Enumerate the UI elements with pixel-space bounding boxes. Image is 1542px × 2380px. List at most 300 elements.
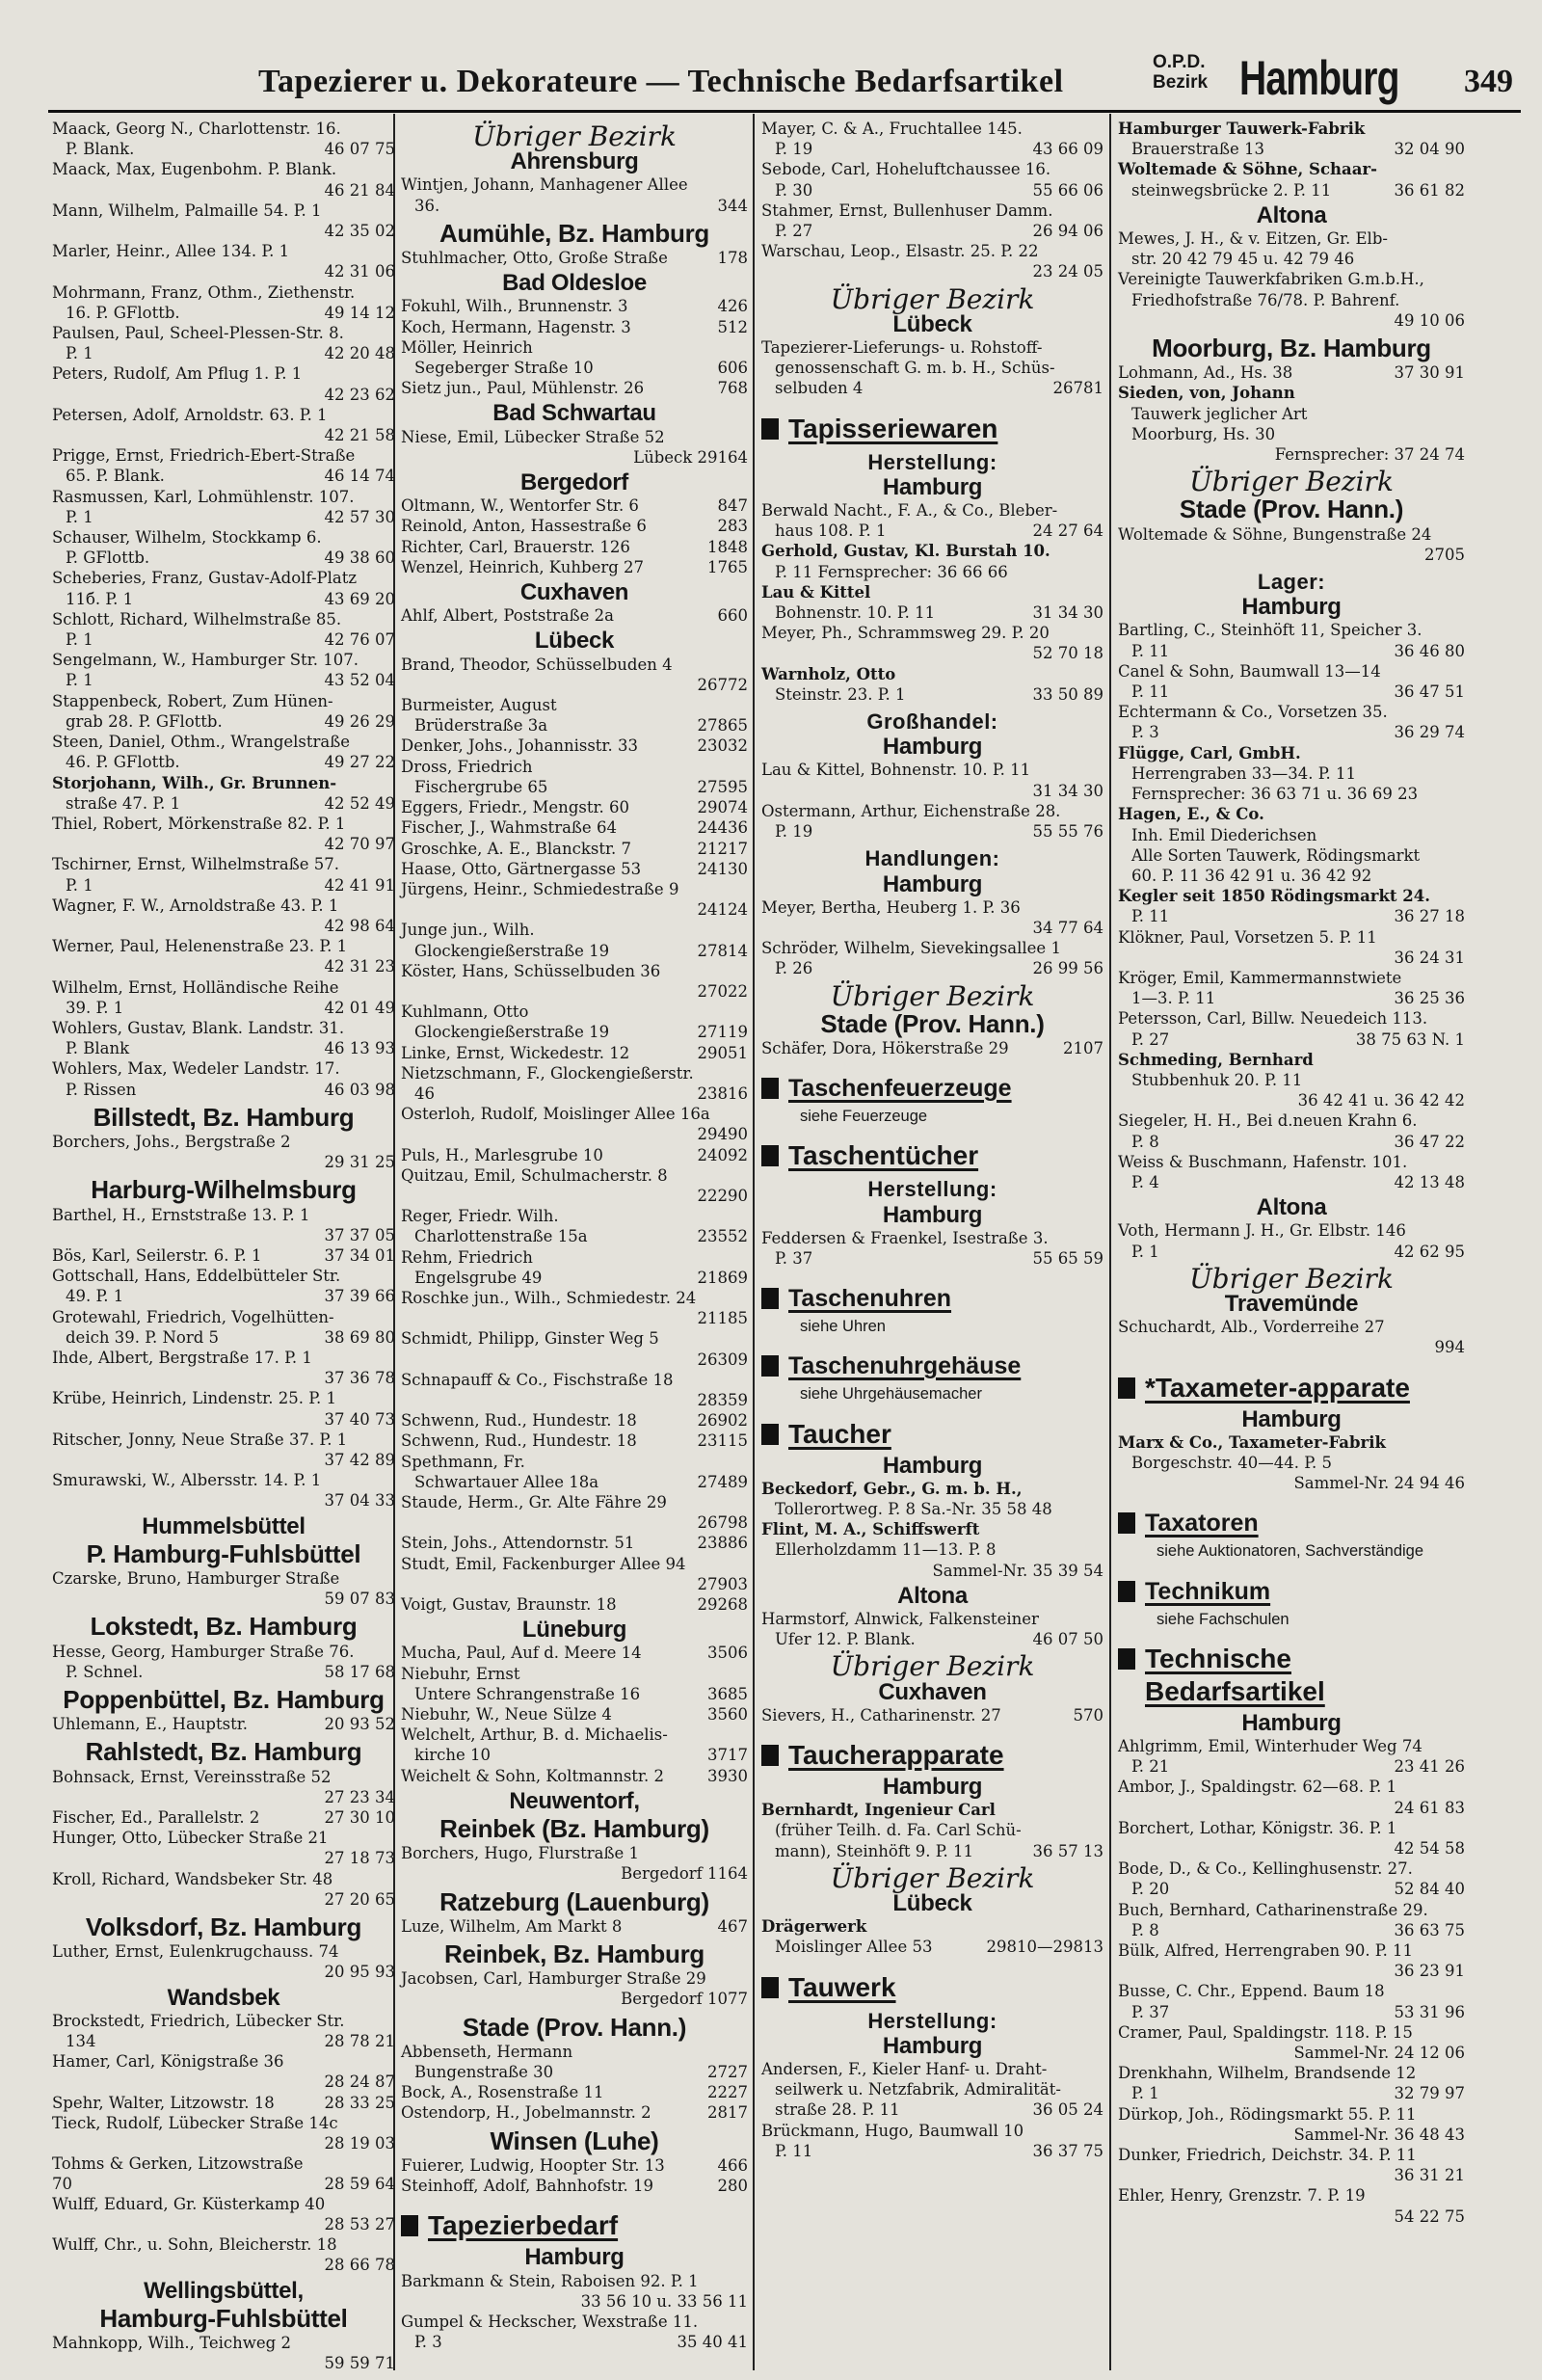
listing-phone: 52 70 18: [1032, 644, 1103, 663]
listing-row: [1118, 384, 1465, 403]
listing-name: Schäfer, Dora, Hökerstraße 29: [761, 1038, 1009, 1057]
listing-row: [52, 815, 395, 834]
listing-row: [52, 548, 395, 568]
listing-name: Feddersen & Fraenkel, Isestraße 3.: [761, 1228, 1049, 1247]
listing-phone: 36 24 31: [1394, 948, 1465, 967]
listing-row: [1118, 1799, 1465, 1818]
category-title: Taschenuhren: [788, 1285, 952, 1313]
listing-phone: 33 50 89: [1032, 684, 1103, 704]
listing-row: [401, 1746, 748, 1765]
listing-row: [52, 1890, 395, 1910]
listing-row: [761, 542, 1103, 561]
listing-phone: 42 01 49: [324, 998, 395, 1017]
listing-phone: Lübeck 29164: [633, 447, 748, 467]
place-heading: Reinbek (Bz. Hamburg): [439, 1814, 709, 1844]
listing-name: Hamburger Tauwerk-Fabrik: [1118, 120, 1366, 138]
listing-row: [52, 1491, 395, 1511]
listing-phone: 36 47 22: [1394, 1132, 1465, 1151]
listing-row: [761, 563, 1103, 582]
place-heading: Bad Oldesloe: [502, 270, 647, 297]
listing-name: Buch, Bernhard, Catharinenstraße 29.: [1118, 1900, 1428, 1919]
listing-phone: 512: [717, 317, 748, 336]
listing-name: Sebode, Carl, Hoheluftchaussee 16.: [761, 160, 1051, 179]
listing-name: Ahlgrimm, Emil, Winterhuder Weg 74: [1118, 1737, 1422, 1755]
listing-name: Barthel, H., Ernststraße 13. P. 1: [52, 1205, 310, 1224]
listing-name: Wagner, F. W., Arnoldstraße 43. P. 1: [52, 896, 339, 915]
listing-name: Puls, H., Marlesgrube 10: [401, 1145, 603, 1164]
listing-name: Borchers, Hugo, Flurstraße 1: [401, 1844, 640, 1863]
square-bullet-icon: [761, 418, 779, 440]
listing-phone: 29490: [697, 1125, 748, 1144]
place-heading: Cuxhaven: [878, 1678, 987, 1705]
listing-phone: 36 29 74: [1394, 723, 1465, 742]
listing-name: Ritscher, Jonny, Neue Straße 37. P. 1: [52, 1430, 348, 1449]
listing-row: [401, 2156, 748, 2176]
listing-phone: 46 07 75: [324, 140, 395, 159]
listing-row: [52, 2114, 395, 2133]
listing-row: [52, 1715, 395, 1734]
listing-name: P. Blank.: [66, 140, 135, 159]
listing-phone: 36 27 18: [1394, 907, 1465, 926]
listing-name: Reger, Friedr. Wilh.: [401, 1207, 559, 1226]
listing-phone: 42 21 58: [324, 426, 395, 445]
listing-name: Mayer, C. & A., Fruchtallee 145.: [761, 120, 1023, 138]
listing-row: [1118, 1757, 1465, 1777]
listing-row: [761, 1229, 1103, 1248]
category-title: Taucherapparate: [788, 1739, 1004, 1770]
listing-row: [401, 758, 748, 777]
listing-name: Borchers, Johs., Bergstraße 2: [52, 1132, 291, 1151]
listing-row: [1118, 525, 1465, 545]
listing-row: [52, 1267, 395, 1286]
listing-phone: 36 37 75: [1032, 2141, 1103, 2160]
listing-name: Stein, Johs., Attendornstr. 51: [401, 1534, 635, 1553]
listing-name: (früher Teilh. d. Fa. Carl Schü-: [775, 1821, 1022, 1840]
listing-phone: 28 53 27: [324, 2214, 395, 2233]
listing-row: [401, 1493, 748, 1512]
listing-phone: 32 04 90: [1394, 140, 1465, 159]
listing-row: [1118, 662, 1465, 682]
listing-row: [401, 2272, 748, 2291]
listing-phone: 59 59 71: [324, 2354, 395, 2373]
listing-name: Herrengraben 33—34. P. 11: [1131, 763, 1357, 783]
listing-phone: 2727: [707, 2063, 748, 2082]
place-heading: Hamburg: [882, 1452, 983, 1479]
listing-row: [401, 448, 748, 468]
listing-row: [401, 1146, 748, 1165]
listing-row: [761, 2142, 1103, 2161]
see-also-note: siehe Uhrgehäusemacher: [800, 1385, 982, 1404]
place-heading: Hamburg: [1241, 1405, 1342, 1432]
listing-row: [401, 2292, 748, 2312]
place-heading: Hamburg: [1241, 1709, 1342, 1736]
listing-name: Tohms & Gerken, Litzowstraße 70: [52, 2154, 304, 2193]
square-bullet-icon: [761, 1145, 779, 1166]
listing-name: Schwenn, Rud., Hundestr. 18: [401, 1411, 637, 1431]
listing-name: P. 11: [775, 2141, 813, 2160]
listing-name: P. 19: [775, 140, 813, 159]
listing-name: Brückmann, Hugo, Baumwall 10: [761, 2121, 1024, 2140]
listing-row: [52, 324, 395, 343]
listing-name: Lohmann, Ad., Hs. 38: [1118, 363, 1293, 383]
category-title: Tapisseriewaren: [788, 413, 998, 443]
listing-name: Dunker, Friedrich, Deichstr. 34. P. 11: [1118, 2146, 1417, 2165]
listing-name: Kegler seit 1850 Rödingsmarkt 24.: [1118, 887, 1430, 906]
listing-row: [401, 1207, 748, 1226]
listing-name: Meyer, Bertha, Heuberg 1. P. 36: [761, 897, 1021, 917]
listing-row: [401, 2043, 748, 2062]
place-heading: Hamburg: [1241, 594, 1342, 621]
place-heading: Hamburg: [882, 1201, 983, 1228]
place-heading: Aumühle, Bz. Hamburg: [439, 218, 709, 248]
listing-row: [52, 2012, 395, 2031]
listing-name: Berwald Nacht., F. A., & Co., Bleber-: [761, 501, 1058, 521]
listing-phone: 1765: [707, 557, 748, 576]
listing-phone: 466: [717, 2155, 748, 2175]
listing-phone: 29051: [697, 1043, 748, 1062]
listing-row: [401, 1044, 748, 1063]
listing-row: [401, 942, 748, 961]
column-divider: [1109, 114, 1111, 2370]
listing-row: [1118, 1221, 1465, 1241]
listing-row: [1118, 1880, 1465, 1899]
listing-phone: 3717: [707, 1746, 748, 1765]
listing-name: Schauser, Wilhelm, Stockkamp 6.: [52, 528, 322, 548]
square-bullet-icon: [761, 1355, 779, 1377]
listing-phone: 46 14 74: [324, 467, 395, 486]
place-heading: Lokstedt, Bz. Hamburg: [90, 1612, 358, 1642]
listing-row: [401, 818, 748, 838]
listing-name: Marx & Co., Taxameter-Fabrik: [1118, 1432, 1386, 1452]
listing-row: [761, 959, 1103, 978]
listing-name: Cramer, Paul, Spaldingstr. 118. P. 15: [1118, 2022, 1413, 2042]
listing-row: [52, 1663, 395, 1682]
category-heading: [761, 1072, 1103, 1105]
column-divider: [753, 114, 755, 2370]
listing-name: Osterloh, Rudolf, Moislinger Allee 16a: [401, 1105, 710, 1124]
listing-name: Fokuhl, Wilh., Brunnenstr. 3: [401, 297, 628, 316]
listing-row: [52, 1849, 395, 1868]
listing-name: Ambor, J., Spaldingstr. 62—68. P. 1: [1118, 1778, 1397, 1797]
listing-row: [52, 1328, 395, 1348]
district-heading: Übriger Bezirk: [830, 1650, 1035, 1683]
listing-row: [401, 1105, 748, 1124]
listing-name: Krübe, Heinrich, Lindenstr. 25. P. 1: [52, 1389, 336, 1408]
place-heading: Billstedt, Bz. Hamburg: [93, 1102, 355, 1132]
listing-phone: 426: [717, 297, 748, 316]
listing-row: [761, 802, 1103, 821]
listing-name: P. 1: [66, 630, 93, 650]
listing-name: Schröder, Wilhelm, Sievekingsallee 1: [761, 939, 1061, 958]
place-heading: Wandsbek: [167, 1984, 280, 2011]
listing-row: [401, 1166, 748, 1186]
listing-name: Ehler, Henry, Grenzstr. 7. P. 19: [1118, 2186, 1366, 2206]
listing-row: [1118, 764, 1465, 784]
listing-name: 1—3. P. 11: [1131, 989, 1216, 1008]
listing-row: [1118, 546, 1465, 565]
place-heading: Wellingsbüttel,: [144, 2277, 304, 2304]
listing-row: [52, 1039, 395, 1058]
listing-row: [52, 120, 395, 139]
listing-name: seilwerk u. Netzfabrik, Admiralität-: [775, 2080, 1061, 2099]
listing-phone: 37 30 91: [1394, 363, 1465, 383]
listing-phone: 28 24 87: [324, 2072, 395, 2092]
listing-row: [401, 1411, 748, 1431]
listing-name: Uhlemann, E., Hauptstr.: [52, 1715, 249, 1734]
listing-row: [52, 2235, 395, 2255]
listing-name: Voth, Hermann J. H., Gr. Elbstr. 146: [1118, 1221, 1406, 1241]
listing-row: [1118, 1962, 1465, 1981]
square-bullet-icon: [761, 1288, 779, 1309]
listing-row: [761, 160, 1103, 179]
listing-phone: 24 61 83: [1394, 1798, 1465, 1817]
listing-name: Moislinger Allee 53: [775, 1938, 933, 1957]
listing-row: [401, 1990, 748, 2009]
listing-name: Denker, Johs., Johannisstr. 33: [401, 736, 638, 756]
category-heading: [761, 1282, 1103, 1315]
listing-row: [401, 338, 748, 358]
place-heading: Lübeck: [534, 628, 615, 655]
listing-name: P. GFlottb.: [66, 548, 150, 568]
listing-name: Ostermann, Arthur, Eichenstraße 28.: [761, 801, 1061, 820]
subsection-heading: Großhandel:: [866, 709, 998, 735]
listing-row: [52, 181, 395, 201]
listing-row: [401, 197, 748, 216]
listing-phone: 467: [717, 1916, 748, 1936]
listing-name: Niebuhr, Ernst: [401, 1664, 520, 1683]
listing-row: [761, 262, 1103, 281]
listing-phone: 31 34 30: [1032, 781, 1103, 800]
listing-phone: 27 18 73: [324, 1849, 395, 1868]
listing-name: Lau & Kittel, Bohnenstr. 10. P. 11: [761, 761, 1031, 780]
listing-name: 46. P. GFlottb.: [66, 753, 180, 772]
listing-name: Schlott, Richard, Wilhelmstraße 85.: [52, 609, 342, 628]
listing-name: Schmidt, Philipp, Ginster Weg 5: [401, 1329, 659, 1349]
listing-phone: 27595: [697, 777, 748, 796]
listing-name: straße 47. P. 1: [66, 793, 181, 813]
listing-name: P. 1: [66, 507, 93, 526]
listing-row: [401, 2063, 748, 2082]
listing-row: [52, 1308, 395, 1327]
listing-name: Sievers, H., Catharinenstr. 27: [761, 1705, 1001, 1725]
listing-name: P. 4: [1131, 1172, 1159, 1191]
listing-phone: 29 31 25: [324, 1153, 395, 1172]
listing-row: [401, 1644, 748, 1663]
listing-phone: 36 63 75: [1394, 1920, 1465, 1939]
listing-phone: 46 03 98: [324, 1080, 395, 1099]
listing-row: [1118, 1243, 1465, 1262]
listing-row: [1118, 1318, 1465, 1337]
place-heading: Hamburg: [882, 734, 983, 761]
listing-phone: 46 07 50: [1032, 1630, 1103, 1649]
listing-name: Steen, Daniel, Othm., Wrangelstraße: [52, 733, 351, 752]
listing-row: [52, 1081, 395, 1100]
place-heading: Ratzeburg (Lauenburg): [439, 1886, 709, 1916]
listing-row: [761, 501, 1103, 521]
listing-row: [52, 590, 395, 609]
listing-phone: 27022: [697, 981, 748, 1001]
listing-row: [52, 1153, 395, 1172]
listing-row: [1118, 250, 1465, 269]
listing-row: [761, 919, 1103, 938]
listing-row: [761, 1562, 1103, 1581]
subsection-heading: Handlungen:: [864, 846, 1000, 871]
listing-name: Roschke jun., Wilh., Schmiedestr. 24: [401, 1288, 697, 1307]
category-title: Taucher: [788, 1418, 891, 1449]
listing-name: Bartling, C., Steinhöft 11, Speicher 3.: [1118, 621, 1422, 640]
listing-name: Bock, A., Rosenstraße 11: [401, 2083, 604, 2102]
place-heading: Hamburg: [882, 473, 983, 500]
listing-row: [401, 1227, 748, 1246]
listing-name: Borgeschstr. 40—44. P. 5: [1131, 1453, 1332, 1472]
listing-phone: 3560: [707, 1705, 748, 1725]
listing-row: [1118, 949, 1465, 968]
listing-phone: 37 42 89: [324, 1451, 395, 1469]
category-title: Taxatoren: [1145, 1510, 1259, 1538]
listing-row: [52, 876, 395, 896]
listing-name: Gottschall, Hans, Eddelbütteler Str.: [52, 1267, 341, 1286]
place-heading: Stade (Prov. Hann.): [820, 1008, 1045, 1038]
listing-name: Haase, Otto, Gärtnergasse 53: [401, 859, 642, 878]
category-heading: [761, 1139, 1103, 1172]
listing-phone: 23032: [697, 736, 748, 756]
listing-row: [52, 304, 395, 323]
listing-row: [401, 1084, 748, 1104]
listing-row: [1118, 867, 1465, 886]
place-heading: Stade (Prov. Hann.): [1179, 495, 1404, 524]
listing-row: [1118, 682, 1465, 702]
listing-name: Flint, M. A., Schiffswerft: [761, 1520, 980, 1539]
district-heading: Übriger Bezirk: [1189, 1262, 1394, 1295]
page-header: [48, 50, 1515, 103]
listing-phone: 27903: [697, 1574, 748, 1593]
listing-row: [401, 962, 748, 981]
place-heading: Cuxhaven: [519, 579, 629, 606]
listing-row: [52, 1643, 395, 1662]
listing-name: Staude, Herm., Gr. Alte Fähre 29: [401, 1493, 667, 1511]
listing-row: [761, 898, 1103, 918]
place-heading: Travemünde: [1224, 1290, 1359, 1317]
listing-name: P. 1: [1131, 1242, 1159, 1261]
listing-row: [401, 676, 748, 695]
listing-row: [52, 1019, 395, 1038]
listing-row: [52, 835, 395, 854]
place-heading: Rahlstedt, Bz. Hamburg: [85, 1737, 362, 1767]
listing-name: Ufer 12. P. Blank.: [775, 1630, 916, 1649]
city-title: Hamburg: [1239, 51, 1399, 105]
listing-name: Vereinigte Tauwerkfabriken G.m.b.H.,: [1118, 270, 1424, 289]
listing-name: Jürgens, Heinr., Schmiedestraße 9: [401, 879, 679, 898]
listing-name: 11б. P. 1: [66, 589, 134, 608]
listing-row: [52, 1226, 395, 1245]
listing-row: [1118, 1009, 1465, 1029]
listing-name: Meyer, Ph., Schrammsweg 29. P. 20: [761, 624, 1050, 643]
listing-phone: 26772: [697, 675, 748, 694]
place-heading: Lübeck: [892, 310, 972, 337]
listing-row: [52, 957, 395, 976]
square-bullet-icon: [761, 1424, 779, 1445]
listing-name: P. 1: [66, 875, 93, 895]
listing-row: [761, 1480, 1103, 1499]
listing-row: [761, 181, 1103, 201]
place-heading: P. Hamburg-Fuhlsbüttel: [86, 1538, 361, 1568]
square-bullet-icon: [761, 1745, 779, 1766]
listing-row: [1118, 1111, 1465, 1131]
listing-phone: 28 19 03: [324, 2134, 395, 2153]
column-1: [52, 120, 395, 2373]
listing-row: [52, 2215, 395, 2234]
listing-phone: 26309: [697, 1350, 748, 1369]
listing-name: Segeberger Straße 10: [414, 359, 594, 378]
listing-name: Rehm, Friedrich: [401, 1247, 533, 1267]
listing-row: [52, 528, 395, 548]
listing-phone: 2107: [1063, 1038, 1103, 1057]
listing-name: mann), Steinhöft 9. P. 11: [775, 1841, 974, 1860]
listing-name: P. 37: [775, 1248, 813, 1268]
place-heading: Hummelsbüttel: [142, 1512, 306, 1539]
category-title: Tapezierbedarf: [428, 2210, 619, 2241]
listing-name: Oltmann, W., Wentorfer Str. 6: [401, 496, 639, 516]
listing-row: [52, 426, 395, 445]
listing-row: [401, 1453, 748, 1472]
listing-row: [52, 2032, 395, 2051]
listing-name: Abbenseth, Hermann: [401, 2042, 573, 2061]
listing-row: [1118, 1982, 1465, 2001]
listing-row: [401, 1269, 748, 1288]
listing-name: Steinstr. 23. P. 1: [775, 684, 906, 704]
listing-phone: 42 57 30: [324, 507, 395, 526]
listing-row: [401, 359, 748, 378]
listing-name: Petersson, Carl, Billw. Neuedeich 113.: [1118, 1009, 1428, 1029]
listing-name: Weiss & Buschmann, Hafenstr. 101.: [1118, 1152, 1408, 1171]
listing-row: [52, 1246, 395, 1266]
listing-name: Scheberies, Franz, Gustav-Adolf-Platz: [52, 569, 358, 588]
listing-name: Wohlers, Max, Wedeler Landstr. 17.: [52, 1059, 340, 1079]
listing-row: [761, 1842, 1103, 1861]
listing-name: Köster, Hans, Schüsselbuden 36: [401, 961, 661, 980]
listing-name: Harmstorf, Alnwick, Falkensteiner: [761, 1609, 1039, 1628]
listing-row: [52, 610, 395, 629]
listing-name: Brüderstraße 3a: [414, 716, 548, 735]
listing-name: P. 11: [1131, 682, 1170, 702]
listing-row: [761, 1520, 1103, 1539]
listing-row: [761, 1801, 1103, 1820]
place-heading: Altona: [1256, 201, 1327, 228]
listing-row: [401, 900, 748, 920]
listing-name: Paulsen, Paul, Scheel-Plessen-Str. 8.: [52, 324, 344, 343]
listing-row: [52, 2195, 395, 2214]
listing-phone: 37 36 78: [324, 1369, 395, 1388]
listing-row: [1118, 826, 1465, 845]
listing-name: P. 27: [1131, 1030, 1170, 1049]
listing-row: [1118, 311, 1465, 331]
listing-row: [401, 1309, 748, 1328]
listing-name: Lau & Kittel: [761, 582, 871, 602]
listing-name: Mohrmann, Franz, Othm., Ziethenstr.: [52, 282, 356, 302]
listing-row: [401, 1864, 748, 1884]
listing-row: [1118, 2064, 1465, 2083]
listing-row: [1118, 2207, 1465, 2227]
listing-phone: 42 70 97: [324, 835, 395, 854]
listing-row: [401, 716, 748, 735]
listing-phone: 36 31 21: [1394, 2166, 1465, 2185]
listing-row: [1118, 1091, 1465, 1110]
listing-row: [52, 1369, 395, 1388]
listing-row: [1118, 805, 1465, 824]
listing-phone: 29268: [697, 1595, 748, 1615]
listing-phone: 660: [717, 606, 748, 626]
listing-row: [1118, 1338, 1465, 1357]
